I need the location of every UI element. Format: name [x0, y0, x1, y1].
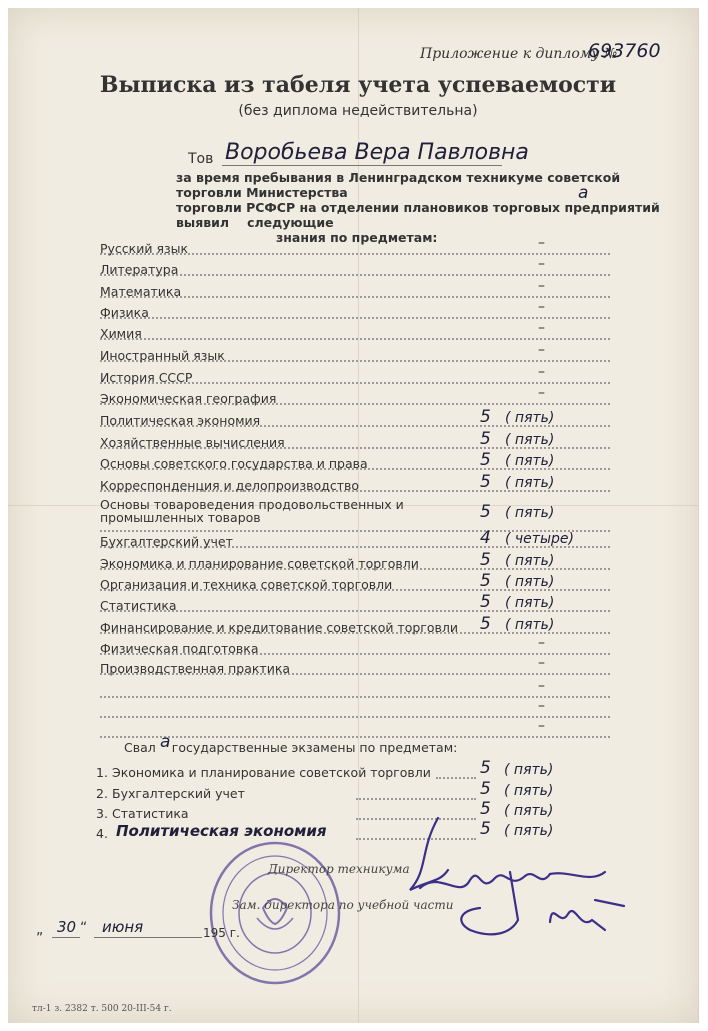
subject-name: Хозяйственные вычисления: [100, 435, 285, 450]
intro-line-3: знания по предметам:: [276, 230, 438, 245]
subject-row: [100, 385, 610, 411]
exam-number: 1.: [96, 765, 108, 780]
subject-row: [100, 320, 610, 346]
print-footer: тл-1 з. 2382 т. 500 20-III-54 г.: [32, 1004, 172, 1014]
exam-grade-word: ( пять): [504, 803, 554, 819]
exam-grade: 5: [480, 819, 491, 839]
subject-grade-word: ( пять): [505, 595, 555, 611]
dotted-leader: [100, 338, 610, 340]
subject-grade: 5: [480, 472, 491, 492]
exam-grade-word: ( пять): [504, 823, 554, 839]
subject-row: [100, 429, 610, 455]
subject-no-grade-mark: –: [538, 678, 545, 694]
subject-no-grade-mark: –: [538, 385, 545, 401]
student-prefix: Тов: [188, 151, 214, 167]
subject-grade: 5: [480, 592, 491, 612]
exams-gender-suffix: а: [160, 732, 171, 752]
exam-subject-name: Статистика: [112, 806, 189, 821]
dotted-leader: [436, 777, 476, 779]
subject-row: [100, 278, 610, 304]
exam-number: 4.: [96, 826, 108, 841]
subject-name: Политическая экономия: [100, 413, 261, 428]
subject-name: Организация и техника советской торговли: [100, 577, 393, 592]
exam-number: 2.: [96, 786, 108, 801]
subject-grade: 5: [480, 429, 491, 449]
subject-name: Химия: [100, 326, 142, 341]
subject-grade: 5: [480, 571, 491, 591]
subject-grade-word: ( пять): [505, 432, 555, 448]
exams-intro: Свал государственные экзамены по предметам:: [124, 740, 458, 755]
intro-line-2-end: следующие: [247, 215, 334, 230]
subject-no-grade-mark: –: [538, 635, 545, 651]
subject-row: [100, 528, 610, 554]
subject-row: [100, 678, 610, 704]
subject-name: Основы товароведения продовольственных и промышленных товаров: [100, 497, 404, 525]
exam-grade: 5: [480, 758, 491, 778]
subject-no-grade-mark: –: [538, 256, 545, 272]
subject-name: История СССР: [100, 370, 193, 385]
appendix-label: Приложение к диплому №: [420, 46, 618, 62]
date-month-line: [94, 937, 202, 938]
subject-grade: 5: [480, 407, 491, 427]
subject-name: Экономика и планирование советской торговли: [100, 556, 419, 571]
subject-grade-word: ( пять): [505, 574, 555, 590]
subject-row: [100, 614, 610, 640]
subject-row: [100, 450, 610, 476]
subject-row: [100, 342, 610, 368]
deputy-director-label: Зам. директора по учебной части: [232, 898, 454, 912]
subject-no-grade-mark: –: [538, 278, 545, 294]
subject-name: Корреспонденция и делопроизводство: [100, 478, 359, 493]
subject-no-grade-mark: –: [538, 342, 545, 358]
exam-subject-name: Бухгалтерский учет: [112, 786, 245, 801]
exam-grade: 5: [480, 779, 491, 799]
subject-no-grade-mark: –: [538, 655, 545, 671]
subject-row: [100, 364, 610, 390]
subject-name: Экономическая география: [100, 391, 277, 406]
subject-grade-word: ( пять): [505, 505, 555, 521]
subject-no-grade-mark: –: [538, 698, 545, 714]
diploma-number: 693760: [588, 40, 661, 62]
subject-no-grade-mark: –: [538, 718, 545, 734]
intro-line-1: за время пребывания в Ленинградском техникуме советской торговли Министерства: [176, 170, 621, 200]
subject-grade: 5: [480, 450, 491, 470]
dotted-leader: [356, 798, 476, 800]
subject-grade-word: ( пять): [505, 475, 555, 491]
date-quote-open: „: [36, 922, 44, 938]
subject-grade: 5: [480, 550, 491, 570]
subject-name: Бухгалтерский учет: [100, 534, 233, 549]
subject-grade-word: ( пять): [505, 617, 555, 633]
subject-name: Производственная практика: [100, 661, 291, 676]
dotted-leader: [100, 736, 610, 738]
official-stamp: [205, 838, 345, 988]
director-label: Директор техникума: [268, 862, 410, 876]
subject-name: Математика: [100, 284, 182, 299]
intro-line-2: торговли РСФСР на отделении плановиков торговых предприятий выявил: [176, 200, 660, 230]
director-signature: [400, 810, 640, 960]
date-day-line: [52, 937, 80, 938]
name-underline: [222, 165, 502, 166]
subject-no-grade-mark: –: [538, 364, 545, 380]
document-title: Выписка из табеля учета успеваемости: [99, 72, 617, 98]
subject-row: [100, 635, 610, 661]
subject-name: Статистика: [100, 598, 177, 613]
dotted-leader: [100, 317, 610, 319]
subject-row: [100, 571, 610, 597]
subject-grade: 5: [480, 614, 491, 634]
subject-row: [100, 592, 610, 618]
subject-row: [100, 256, 610, 282]
dotted-leader: [100, 716, 610, 718]
subject-name: Физическая подготовка: [100, 641, 259, 656]
subject-name: Русский язык: [100, 241, 189, 256]
subject-no-grade-mark: –: [538, 235, 545, 251]
exam-subject-name: Экономика и планирование советской торговли: [112, 765, 431, 780]
intro-text: [176, 170, 676, 245]
subject-name: Основы советского государства и права: [100, 456, 368, 471]
exam-grade-word: ( пять): [504, 783, 554, 799]
subject-grade-word: ( пять): [505, 553, 555, 569]
subject-row: [100, 407, 610, 433]
subject-row: [100, 497, 610, 528]
subject-row: [100, 299, 610, 325]
gender-suffix: а: [578, 183, 589, 203]
document-subtitle: (без диплома недействительна): [238, 103, 478, 119]
exam-grade-word: ( пять): [504, 762, 554, 778]
subject-name: Финансирование и кредитование советской торговли: [100, 620, 458, 635]
subject-grade-word: ( четыре): [505, 531, 574, 547]
subject-grade-word: ( пять): [505, 453, 555, 469]
subject-no-grade-mark: –: [538, 299, 545, 315]
subject-grade-word: ( пять): [505, 410, 555, 426]
exam-number: 3.: [96, 806, 108, 821]
subject-row: [100, 550, 610, 576]
student-name: Воробьева Вера Павловна: [225, 140, 529, 165]
subject-no-grade-mark: –: [538, 320, 545, 336]
subject-grade: 4: [480, 528, 491, 548]
date-month: июня: [102, 918, 144, 936]
subject-name: Физика: [100, 305, 149, 320]
exam-subject-name: Политическая экономия: [116, 822, 327, 840]
stamp-inner-ring: [239, 873, 311, 953]
exam-row: [96, 758, 616, 785]
exam-grade: 5: [480, 799, 491, 819]
subject-grade: 5: [480, 502, 491, 522]
subject-row: [100, 472, 610, 498]
subject-row: [100, 655, 610, 681]
date-day: 30: [57, 918, 77, 936]
subject-name: Иностранный язык: [100, 348, 225, 363]
dotted-leader: [100, 696, 610, 698]
subject-name: Литература: [100, 262, 179, 277]
date-year: 195 г.: [203, 926, 240, 940]
date-quote-close: “: [80, 920, 88, 936]
subject-row: [100, 698, 610, 724]
